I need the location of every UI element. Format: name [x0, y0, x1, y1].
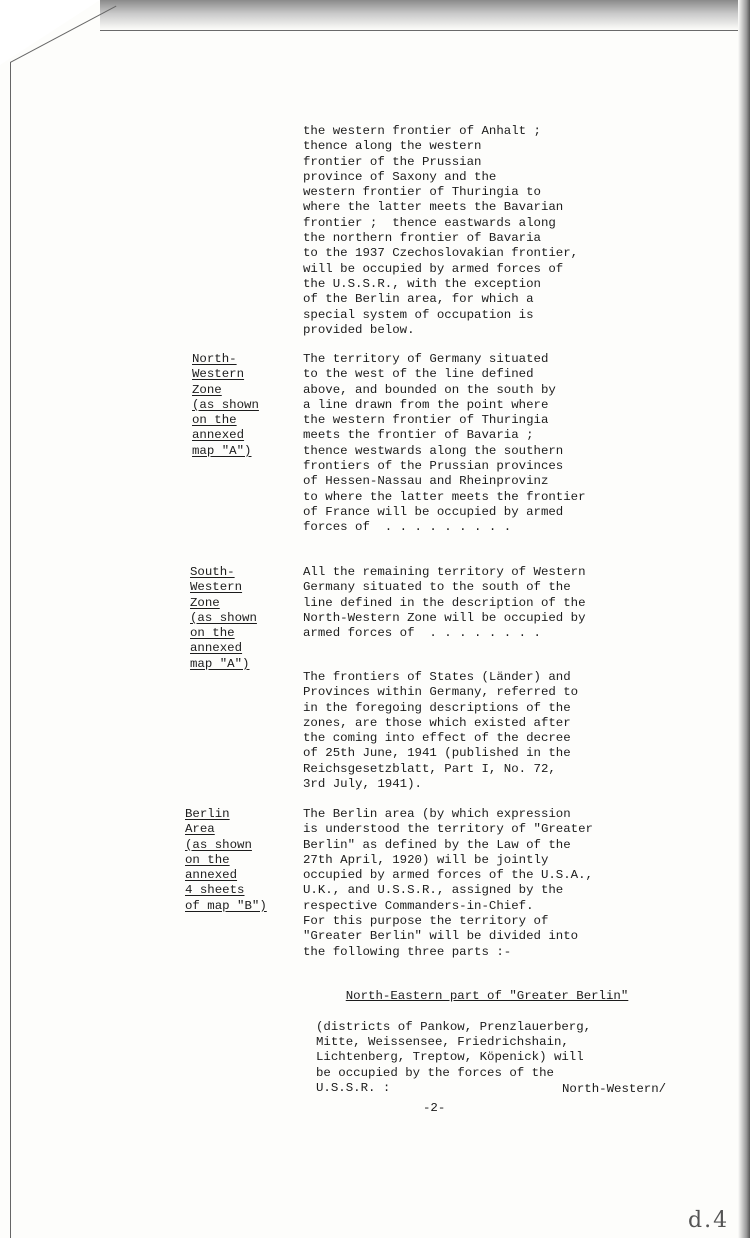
text-line: The frontiers of States (Länder) and [303, 670, 571, 684]
text-line: U.K., and U.S.S.R., assigned by the [303, 883, 564, 898]
text-line: Germany situated to the south of the [303, 580, 571, 595]
text-line: line defined in the description of the [303, 595, 586, 610]
text-line: meets the frontier of Bavaria ; [303, 428, 534, 443]
text-line: western frontier of Thuringia to [303, 185, 541, 200]
margin-note-line: North- [192, 352, 237, 366]
text-line: North-Western Zone will be occupied by [303, 610, 586, 625]
text-line: frontier of the Prussian [303, 154, 482, 169]
text-line: will be occupied by armed forces of [303, 261, 564, 276]
margin-note-line: (as shown [192, 397, 259, 412]
margin-note-line: Zone [190, 595, 220, 610]
scan-right-edge [738, 0, 750, 1238]
text-line: 3rd July, 1941). [303, 777, 422, 792]
text-line: For this purpose the territory of [303, 914, 549, 929]
berlin-area-text [303, 807, 603, 960]
catchword: North-Western/ [562, 1082, 667, 1096]
north-eastern-berlin-heading: North-Eastern part of "Greater Berlin" [345, 989, 629, 1004]
margin-note-line: (as shown [185, 837, 252, 852]
text-line: thence along the western [303, 139, 482, 154]
text-line: All the remaining territory of Western [303, 565, 586, 579]
text-line: The territory of Germany situated [303, 352, 549, 366]
handwritten-mark: d.4 [688, 1208, 730, 1233]
text-line: The Berlin area (by which expression [303, 807, 571, 821]
text-line: Berlin" as defined by the Law of the [303, 837, 571, 852]
text-line: thence westwards along the southern [303, 443, 564, 458]
margin-note-line: annexed [192, 428, 245, 443]
scan-left-edge [10, 62, 11, 1238]
text-line: the U.S.S.R., with the exception [303, 276, 541, 291]
east-zone-text [303, 124, 603, 338]
margin-note-line: of map "B") [185, 898, 267, 913]
text-line: above, and bounded on the south by [303, 382, 556, 397]
text-line: to the 1937 Czechoslovakian frontier, [303, 246, 579, 261]
text-line: of 25th June, 1941 (published in the [303, 746, 571, 761]
margin-note-line: on the [190, 626, 235, 641]
margin-note-line: on the [192, 413, 237, 428]
text-line: Mitte, Weissensee, Friedrichshain, [316, 1035, 569, 1050]
text-line: a line drawn from the point where [303, 397, 549, 412]
text-line: Lichtenberg, Treptow, Köpenick) will [316, 1050, 584, 1065]
margin-note-line: Western [190, 580, 243, 595]
text-line: is understood the territory of "Greater [303, 822, 593, 837]
margin-note-line: Zone [192, 382, 222, 397]
margin-note-line: annexed [190, 641, 243, 656]
north-western-zone-note [192, 352, 259, 459]
scan-top-edge [100, 0, 750, 31]
margin-note-line: 4 sheets [185, 883, 245, 898]
text-line: be occupied by the forces of the [316, 1065, 554, 1080]
text-line: the coming into effect of the decree [303, 731, 571, 746]
scan-corner-fold [0, 0, 100, 65]
text-line: armed forces of . . . . . . . . [303, 626, 541, 641]
margin-note-line: annexed [185, 868, 238, 883]
berlin-area-note [185, 807, 267, 914]
margin-note-line: Area [185, 822, 215, 837]
text-line: 27th April, 1920) will be jointly [303, 852, 549, 867]
margin-note-line: on the [185, 852, 230, 867]
text-line: zones, are those which existed after [303, 715, 571, 730]
text-line: frontiers of the Prussian provinces [303, 459, 564, 474]
text-line: "Greater Berlin" will be divided into [303, 929, 579, 944]
text-line: of France will be occupied by armed [303, 504, 564, 519]
margin-note-line: map "A") [192, 443, 252, 458]
text-line: respective Commanders-in-Chief. [303, 898, 534, 913]
text-line: the following three parts :- [303, 944, 512, 959]
text-line: frontier ; thence eastwards along [303, 215, 556, 230]
north-western-zone-text [303, 352, 603, 536]
margin-note-line: map "A") [190, 656, 250, 671]
margin-note-line: Western [192, 367, 245, 382]
text-line: (districts of Pankow, Prenzlauerberg, [316, 1019, 592, 1034]
text-line: the western frontier of Anhalt ; [303, 124, 541, 138]
text-line: special system of occupation is [303, 307, 534, 322]
text-line: in the foregoing descriptions of the [303, 700, 571, 715]
margin-note-line: South- [190, 565, 235, 579]
text-line: occupied by armed forces of the U.S.A., [303, 868, 593, 883]
frontiers-paragraph [303, 670, 603, 792]
text-line: the northern frontier of Bavaria [303, 231, 541, 246]
south-western-zone-note [190, 565, 257, 672]
text-line: U.S.S.R. : [316, 1081, 391, 1096]
page-number: -2- [423, 1101, 446, 1115]
south-western-zone-text [303, 565, 603, 641]
text-line: of the Berlin area, for which a [303, 292, 534, 307]
text-line: province of Saxony and the [303, 169, 497, 184]
text-line: Provinces within Germany, referred to [303, 685, 579, 700]
margin-note-line: (as shown [190, 610, 257, 625]
text-line: provided below. [303, 322, 415, 337]
north-eastern-berlin-section [316, 974, 629, 1127]
text-line: where the latter meets the Bavarian [303, 200, 564, 215]
text-line: forces of . . . . . . . . . [303, 520, 512, 535]
text-line: the western frontier of Thuringia [303, 413, 549, 428]
margin-note-line: Berlin [185, 807, 230, 821]
text-line: Reichsgesetzblatt, Part I, No. 72, [303, 761, 556, 776]
text-line: of Hessen-Nassau and Rheinprovinz [303, 474, 549, 489]
text-line: to where the latter meets the frontier [303, 489, 586, 504]
text-line: to the west of the line defined [303, 367, 534, 382]
